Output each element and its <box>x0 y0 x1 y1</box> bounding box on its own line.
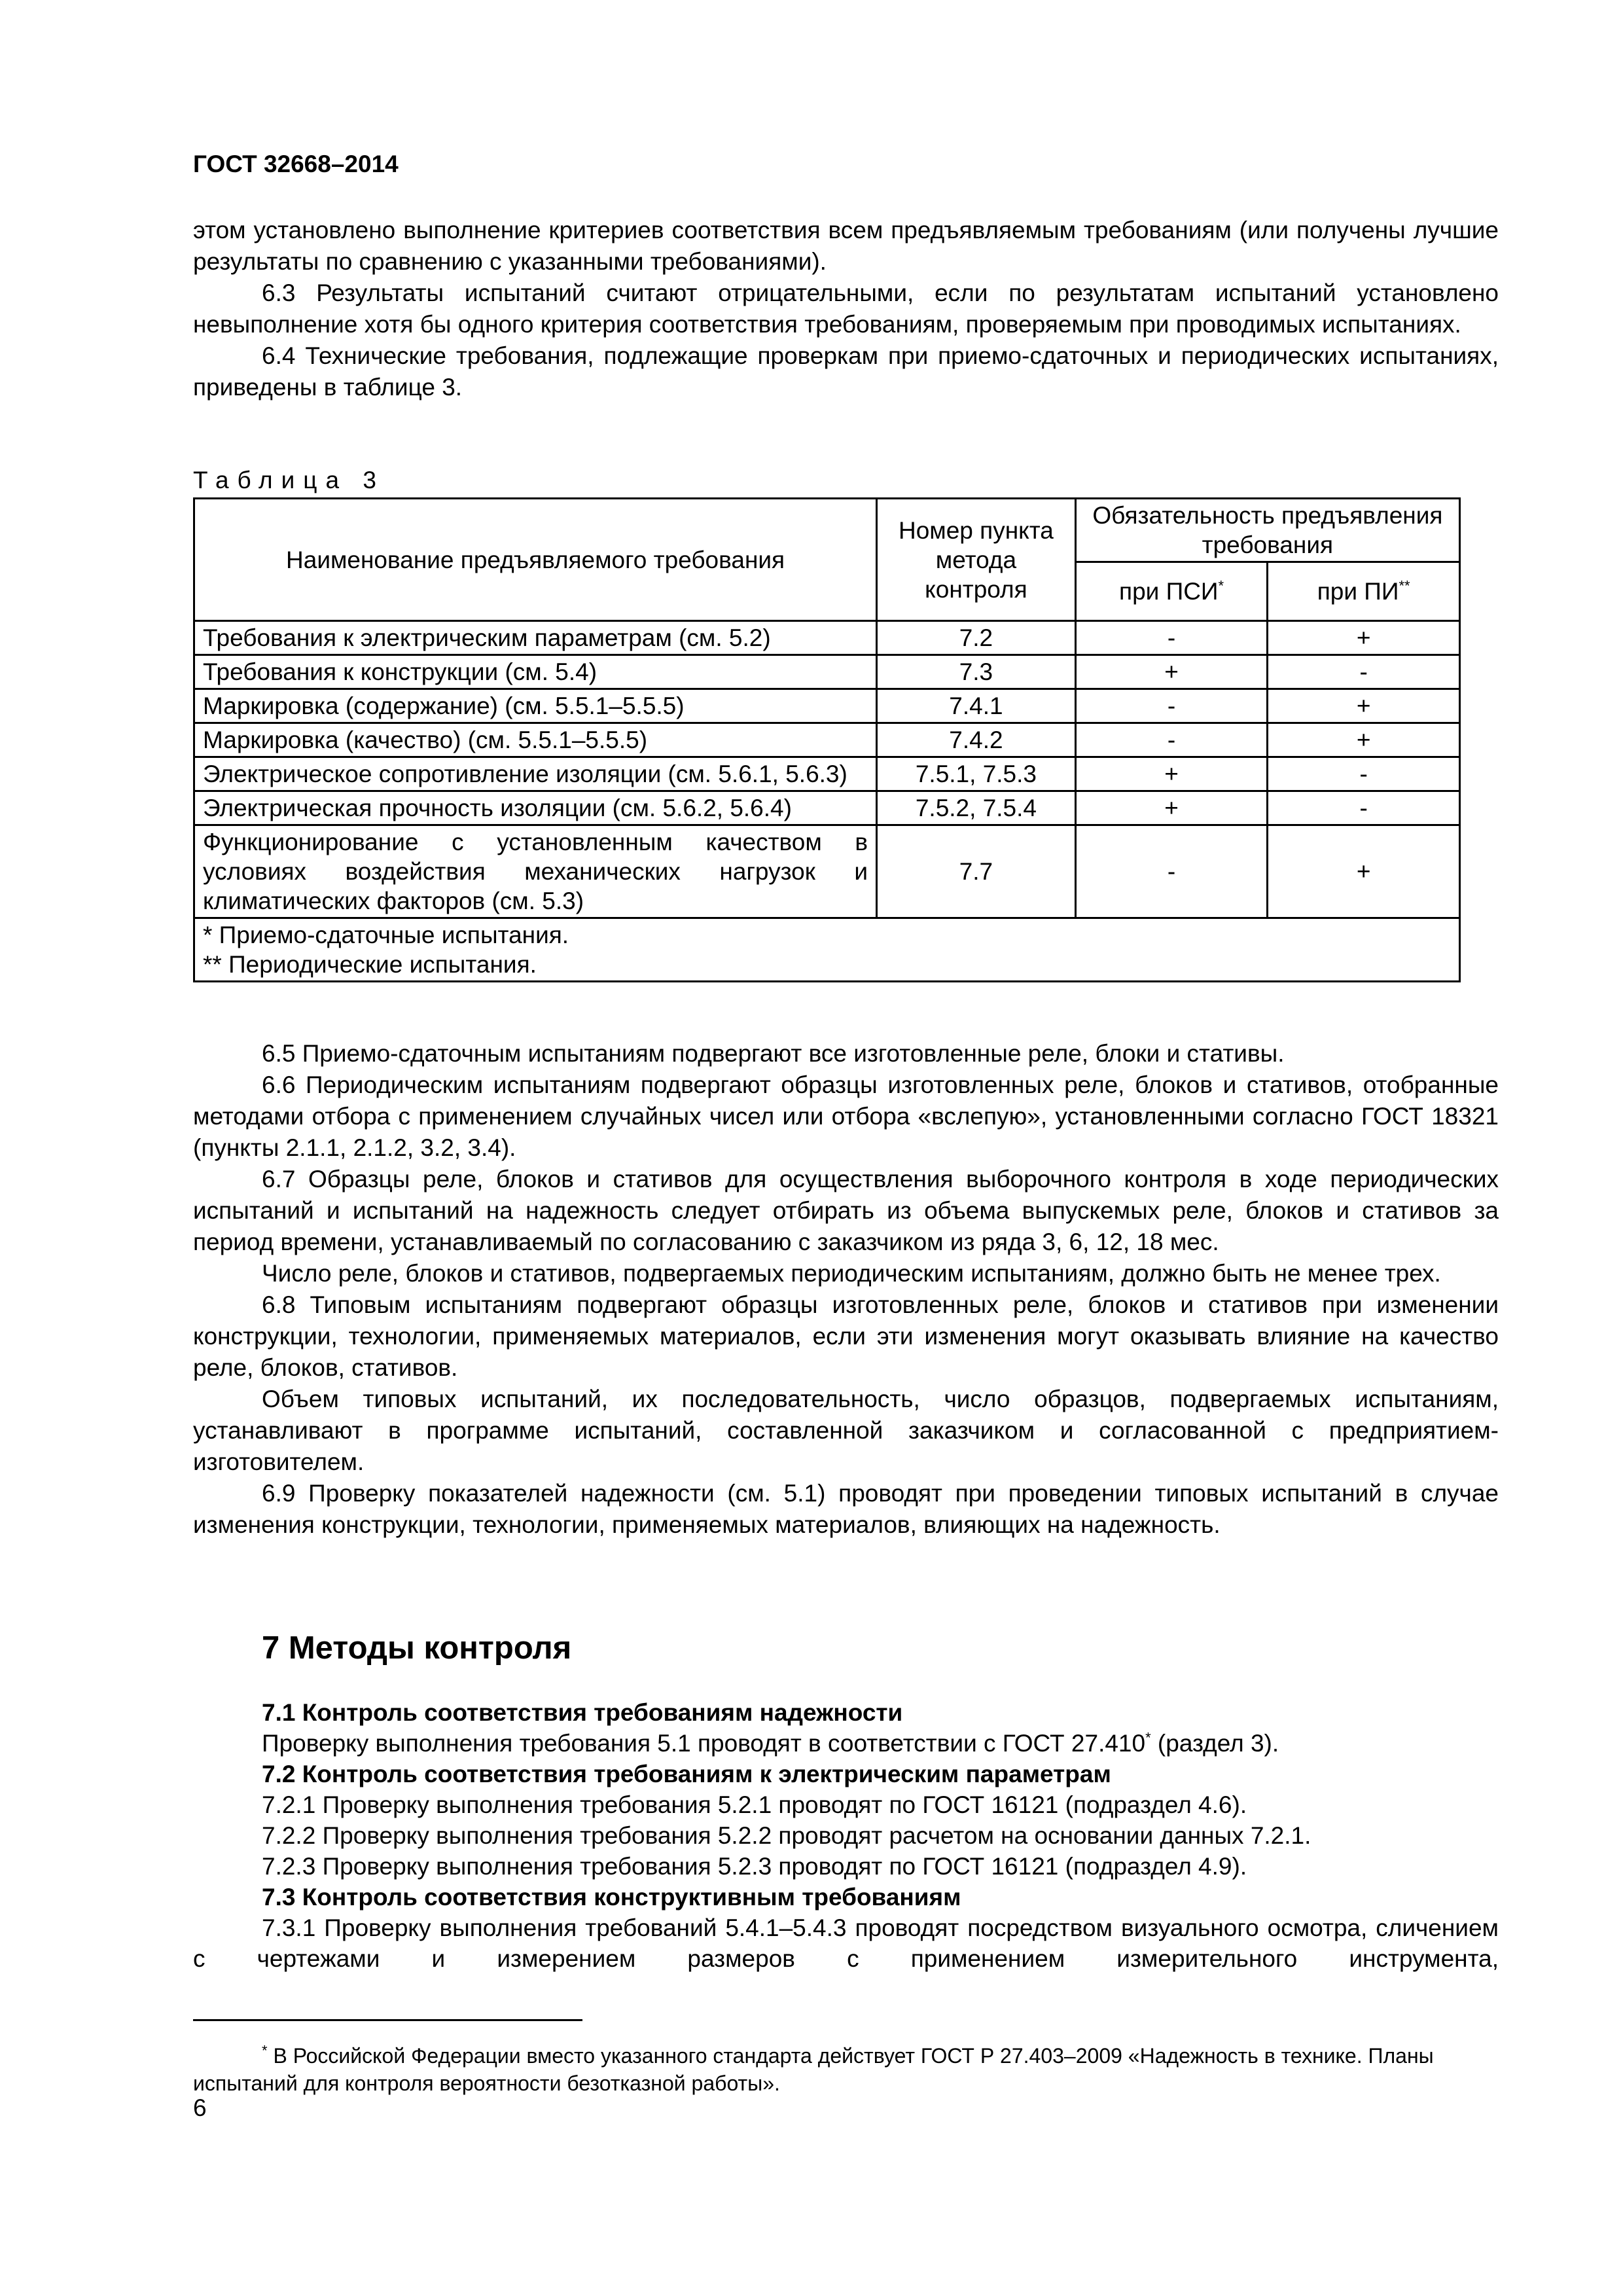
paragraph-7-3-1: 7.3.1 Проверку выполнения требований 5.4.1–5.4.3 проводят посредством визуального осмотра, сличением с чертежами и измерением размеров с применением измерительного инструмента, <box>193 1914 1499 1972</box>
paragraph-6-4: 6.4 Технические требования, подлежащие проверкам при приемо-сдаточных и периодических испытаниях, приведены в таблице 3. <box>193 342 1499 401</box>
subsection-7-3-title: 7.3 Контроль соответствия конструктивным требованиям <box>262 1884 961 1910</box>
table-row: Электрическая прочность изоляции (см. 5.6.2, 5.6.4) 7.5.2, 7.5.4 + - <box>194 791 1460 825</box>
footnote-mark: * <box>1145 1729 1151 1746</box>
footnote-mark: * <box>1218 577 1224 594</box>
requirements-table <box>193 497 1461 982</box>
subsection-7-1-title: 7.1 Контроль соответствия требованиям надежности <box>262 1699 903 1726</box>
page-number: 6 <box>193 2094 207 2121</box>
paragraph-6-7: 6.7 Образцы реле, блоков и стативов для осуществления выборочного контроля в ходе периодических испытаний и испытаний на надежность следует отбирать из объема выпускемых реле, блоков и стативов за период времени, устанавливаемый по согласованию с заказчиком из ряда 3, 6, 12, 18 мес. <box>193 1166 1499 1255</box>
paragraph-7-1: Проверку выполнения требования 5.1 проводят в соответствии с ГОСТ 27.410* (раздел 3). <box>262 1729 1279 1757</box>
table-row: Маркировка (качество) (см. 5.5.1–5.5.5) 7.4.2 - + <box>194 723 1460 757</box>
paragraph-6-3: 6.3 Результаты испытаний считают отрицательными, если по результатам испытаний установлено невыполнение хотя бы одного критерия соответствия требованиям, проверяемым при проводимых испытаниях. <box>193 279 1499 338</box>
paragraph-6-5: 6.5 Приемо-сдаточным испытаниям подвергают все изготовленные реле, блоки и стативы. <box>262 1040 1285 1067</box>
table-row: Требования к конструкции (см. 5.4) 7.3 + - <box>194 655 1460 689</box>
header-name: Наименование предъявляемого требования <box>194 499 877 621</box>
note-psi: * Приемо-сдаточные испытания. <box>203 922 569 948</box>
footnote: * В Российской Федерации вместо указанного стандарта действует ГОСТ Р 27.403–2009 «Надежность в технике. Планы испытаний для контроля вероятности безотказной работы». <box>193 2042 1434 2095</box>
section7-text <box>193 1697 1499 1974</box>
paragraph-6-7-count: Число реле, блоков и стативов, подвергаемых периодическим испытаниям, должно быть не менее трех. <box>262 1260 1441 1287</box>
footnote-mark: * <box>262 2042 268 2059</box>
table-row: Требования к электрическим параметрам (см. 5.2) 7.2 - + <box>194 621 1460 655</box>
note-pi: ** Периодические испытания. <box>203 951 537 978</box>
footnote-divider <box>193 2019 582 2021</box>
table-row: Маркировка (содержание) (см. 5.5.1–5.5.5) 7.4.1 - + <box>194 689 1460 723</box>
paragraph-6-8: 6.8 Типовым испытаниям подвергают образцы изготовленных реле, блоков и стативов при изменении конструкции, технологии, применяемых материалов, если эти изменения могут оказывать влияние на качество реле, блоков, стативов. <box>193 1291 1499 1381</box>
header-obligation: Обязательность предъявления требования <box>1075 499 1459 562</box>
paragraph-6-8-scope: Объем типовых испытаний, их последовательность, число образцов, подвергаемых испытаниям, устанавливают в программе испытаний, составленной заказчиком и согласованной с предприятием-изготовителем. <box>193 1386 1499 1475</box>
header-pi: при ПИ** <box>1268 562 1460 621</box>
header-method: Номер пункта метода контроля <box>877 499 1076 621</box>
table-row: Электрическое сопротивление изоляции (см. 5.6.1, 5.6.3) 7.5.1, 7.5.3 + - <box>194 757 1460 791</box>
footnote-mark: ** <box>1399 577 1410 594</box>
paragraph-7-2-2: 7.2.2 Проверку выполнения требования 5.2.2 проводят расчетом на основании данных 7.2.1. <box>262 1822 1311 1849</box>
paragraph-6-9: 6.9 Проверку показателей надежности (см. 5.1) проводят при проведении типовых испытаний в случае изменения конструкции, технологии, применяемых материалов, влияющих на надежность. <box>193 1480 1499 1538</box>
paragraph-7-2-1: 7.2.1 Проверку выполнения требования 5.2.1 проводят по ГОСТ 16121 (подраздел 4.6). <box>262 1791 1247 1818</box>
table-caption: Таблица 3 <box>193 467 385 493</box>
section-title: 7 Методы контроля <box>262 1630 572 1666</box>
section6-text <box>193 1038 1499 1541</box>
paragraph-6-6: 6.6 Периодическим испытаниям подвергают образцы изготовленных реле, блоков и стативов, отобранные методами отбора с применением случайных чисел или отбора «вслепую», установленными согласно ГОСТ 18321 (пункты 2.1.1, 2.1.2, 3.2, 3.4). <box>193 1071 1499 1161</box>
table-row: Функционирование с установленным качеством в условиях воздействия механических нагрузок и климатических факторов (см. 5.3) 7.7 - + <box>194 825 1460 918</box>
paragraph-continuation: этом установлено выполнение критериев соответствия всем предъявляемым требованиям (или получены лучшие результаты по сравнению с указанными требованиями). <box>193 217 1499 275</box>
table-notes <box>194 918 1460 982</box>
intro-text <box>193 215 1499 403</box>
header-psi: при ПСИ* <box>1075 562 1268 621</box>
paragraph-7-2-3: 7.2.3 Проверку выполнения требования 5.2.3 проводят по ГОСТ 16121 (подраздел 4.9). <box>262 1853 1247 1880</box>
subsection-7-2-title: 7.2 Контроль соответствия требованиям к электрическим параметрам <box>262 1761 1111 1787</box>
standard-header: ГОСТ 32668–2014 <box>193 151 399 177</box>
